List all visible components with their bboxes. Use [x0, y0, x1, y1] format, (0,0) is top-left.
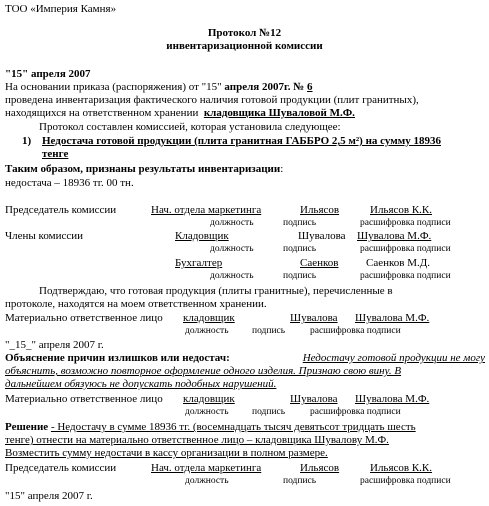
member2-position: Бухгалтер [175, 257, 223, 269]
confirm-line-2: протоколе, находятся на моем ответственном хранении. [5, 298, 267, 310]
mol-label: Материально ответственное лицо [5, 312, 163, 324]
explanation-line-1 [5, 352, 485, 364]
decision-line-2: тенге) отнести на материально ответственное лицо – кладовщика Шувалову М.Ф. [5, 434, 389, 446]
caption-position: должность [185, 407, 229, 417]
results-line: недостача – 18936 тг. 00 тн. [5, 177, 134, 189]
chairman-signature: Ильясов [300, 462, 340, 474]
explanation-line-2: объяснить, возможно повторное оформление одного изделия. Признаю свою вину. В [5, 365, 402, 377]
results-colon: : [280, 163, 284, 175]
basis-line-3-prefix: находящихся на ответственном хранении [5, 107, 199, 119]
explanation-text-1: Недостачу готовой продукции не могу [302, 352, 485, 364]
caption-decoding: расшифровка подписи [310, 326, 401, 336]
finding-line-1: Недостача готовой продукции (плита гранитная ГАББРО 2,5 м²) на сумму 18936 [42, 135, 442, 147]
explanation-bold: Объяснение причин излишков или недостач: [5, 352, 230, 364]
mol-name: Шувалова М.Ф. [355, 393, 430, 405]
basis-line-3 [5, 107, 355, 119]
member1-signature: Шувалова [298, 230, 346, 242]
mol-label: Материально ответственное лицо [5, 393, 163, 405]
members-label: Члены комиссии [5, 230, 84, 242]
company-name: ТОО «Империя Камня» [5, 3, 117, 15]
caption-signature: подпись [283, 476, 317, 486]
member2-name: Саенков М.Д. [366, 257, 431, 269]
chairman-signature: Ильясов [300, 204, 340, 216]
caption-signature: подпись [252, 326, 286, 336]
basis-order-number: 6 [307, 81, 313, 93]
caption-signature: подпись [283, 218, 317, 228]
chairman-name: Ильясов К.К. [370, 204, 433, 216]
caption-decoding: расшифровка подписи [310, 407, 401, 417]
mol-position: кладовщик [183, 393, 235, 405]
results-heading [5, 163, 283, 175]
caption-decoding: расшифровка подписи [360, 218, 451, 228]
decision-bold: Решение [5, 421, 49, 433]
caption-position: должность [185, 476, 229, 486]
caption-signature: подпись [252, 407, 286, 417]
caption-signature: подпись [283, 244, 317, 254]
member1-position: Кладовщик [175, 230, 229, 242]
basis-line-2: проведена инвентаризация фактического наличия готовой продукции (плит гранитных), [5, 94, 419, 106]
caption-position: должность [210, 244, 254, 254]
caption-position: должность [210, 218, 254, 228]
date-2: "_15_" апреля 2007 г. [5, 339, 104, 351]
finding-number: 1) [22, 135, 32, 147]
basis-date-rest: апреля 2007г. № [224, 81, 305, 93]
decision-text-1: - Недостачу в сумме 18936 тг. (восемнадцать тысяч девятьсот тридцать шесть [50, 421, 416, 433]
protocol-date: "15" апреля 2007 [5, 68, 91, 80]
chairman-role: Председатель комиссии [5, 204, 117, 216]
responsible-person: кладовщика Шуваловой М.Ф. [203, 107, 355, 119]
chairman-position: Нач. отдела маркетинга [151, 462, 262, 474]
mol-position: кладовщик [183, 312, 235, 324]
decision-line-3: Возместить сумму недостачи в кассу организации в полном размере. [5, 447, 328, 459]
protocol-subtitle: инвентаризационной комиссии [166, 40, 323, 52]
mol-signature: Шувалова [290, 312, 338, 324]
protocol-title: Протокол №12 [207, 27, 282, 39]
mol-signature: Шувалова [290, 393, 338, 405]
chairman-role: Председатель комиссии [5, 462, 117, 474]
chairman-name: Ильясов К.К. [370, 462, 433, 474]
explanation-line-3: дальнейшем обязуюсь не допускать подобных нарушений. [5, 378, 277, 390]
caption-position: должность [210, 271, 254, 281]
finding-line-2: тенге [42, 148, 69, 160]
mol-name: Шувалова М.Ф. [355, 312, 430, 324]
caption-decoding: расшифровка подписи [360, 271, 451, 281]
chairman-position: Нач. отдела маркетинга [151, 204, 262, 216]
caption-signature: подпись [283, 271, 317, 281]
caption-decoding: расшифровка подписи [360, 244, 451, 254]
basis-line-1 [5, 81, 313, 93]
basis-prefix: На основании приказа (распоряжения) от [5, 81, 199, 93]
basis-date-quote: "15" [201, 81, 222, 93]
decision-line-1 [5, 421, 485, 433]
caption-position: должность [185, 326, 229, 336]
confirm-line-1: Подтверждаю, что готовая продукция (плиты гранитные), перечисленные в [39, 285, 393, 297]
date-3: "15" апреля 2007 г. [5, 490, 93, 502]
member2-signature: Саенков [300, 257, 339, 269]
caption-decoding: расшифровка подписи [360, 476, 451, 486]
results-bold: Таким образом, признаны результаты инвентаризации [5, 163, 281, 175]
commission-intro: Протокол составлен комиссией, которая установила следующее: [39, 121, 341, 133]
member1-name: Шувалова М.Ф. [357, 230, 432, 242]
